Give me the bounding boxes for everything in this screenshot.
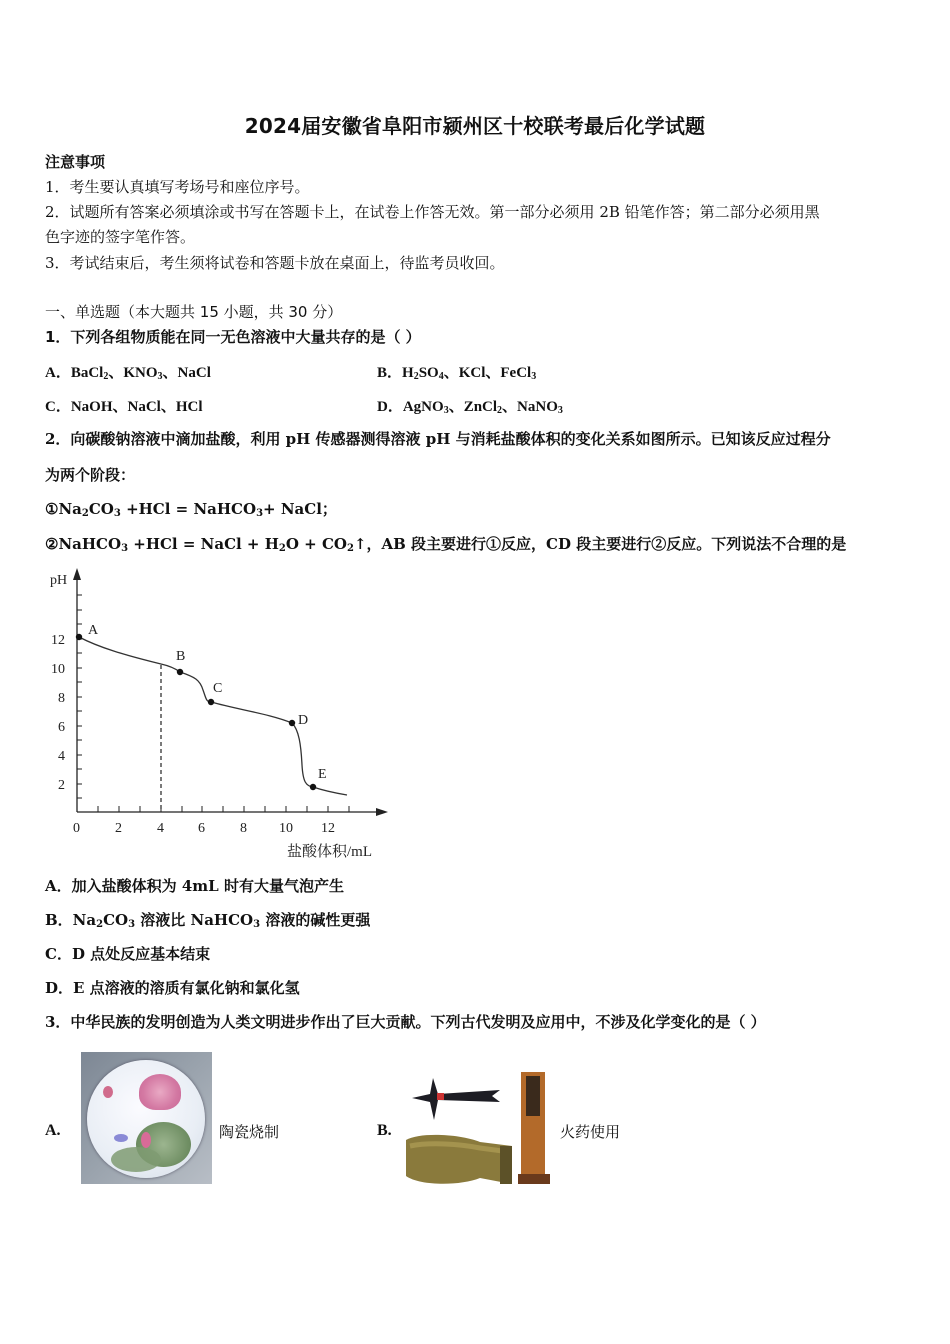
question-3-stem: 3．中华民族的发明创造为人类文明进步作出了巨大贡献。下列古代发明及应用中，不涉及化学变化的是（ ） bbox=[45, 1013, 766, 1031]
svg-text:12: 12 bbox=[51, 633, 65, 648]
question-2-stem-line2: 为两个阶段： bbox=[45, 466, 136, 484]
notice-item-1: 1．考生要认真填写考场号和座位序号。 bbox=[45, 178, 310, 196]
section-heading: 一、单选题（本大题共 15 小题，共 30 分） bbox=[45, 303, 343, 321]
q2-option-c[interactable]: C．D 点处反应基本结束 bbox=[45, 945, 211, 963]
notice-item-2-cont: 色字迹的签字笔作答。 bbox=[45, 228, 196, 246]
point-d-label: D bbox=[298, 713, 309, 728]
point-c-label: C bbox=[213, 681, 223, 696]
notice-heading: 注意事项 bbox=[45, 153, 106, 171]
equation-1: $①Na_2CO_3 +HCl$ = NaHCO$_3$+ NaCl； bbox=[45, 500, 337, 519]
svg-text:8: 8 bbox=[58, 691, 65, 706]
q2-option-a[interactable]: A．加入盐酸体积为 4mL 时有大量气泡产生 bbox=[45, 877, 344, 895]
y-axis-arrow-icon bbox=[73, 568, 81, 580]
svg-text:8: 8 bbox=[240, 821, 247, 836]
equation-2: ②NaHCO$_3$ +HCl = NaCl + $H_2O$ + $CO_2↑$，AB 段主要进行①反应，CD 段主要进行②反应。下列说法不合理的是 bbox=[45, 535, 847, 554]
svg-text:12: 12 bbox=[321, 821, 335, 836]
notice-item-2: 2．试题所有答案必须填涂或书写在答题卡上，在试卷上作答无效。第一部分必须用 2B 铅笔作答；第二部分必须用黑 bbox=[45, 203, 820, 221]
q3-option-a-label[interactable]: A. bbox=[45, 1122, 61, 1139]
svg-text:6: 6 bbox=[58, 720, 65, 735]
q3-option-b-label[interactable]: B. bbox=[377, 1122, 392, 1139]
notice-item-3: 3．考试结束后，考生须将试卷和答题卡放在桌面上，待监考员收回。 bbox=[45, 254, 505, 272]
point-e-label: E bbox=[318, 767, 327, 782]
svg-text:4: 4 bbox=[157, 821, 164, 836]
svg-text:2: 2 bbox=[115, 821, 122, 836]
q1-option-a[interactable]: A．BaCl$_2$、$KNO_3$、NaCl bbox=[45, 365, 211, 382]
x-axis-arrow-icon bbox=[376, 808, 388, 816]
q1-option-d[interactable]: D．AgNO$_3$、ZnCl$_2$、NaNO$_3$ bbox=[377, 399, 563, 416]
svg-text:0: 0 bbox=[73, 821, 80, 836]
svg-text:10: 10 bbox=[279, 821, 293, 836]
x-axis-label: 盐酸体积/mL bbox=[287, 844, 372, 860]
svg-text:4: 4 bbox=[58, 749, 65, 764]
point-a-label: A bbox=[88, 623, 99, 638]
svg-text:2: 2 bbox=[58, 778, 65, 793]
question-2-stem-line1: 2．向碳酸钠溶液中滴加盐酸，利用 pH 传感器测得溶液 pH 与消耗盐酸体积的变化关系如图所示。已知该反应过程分 bbox=[45, 430, 831, 448]
porcelain-plate-image bbox=[81, 1052, 212, 1184]
q1-option-b[interactable]: B．$H_2SO_4$、KCl、FeCl$_3$ bbox=[377, 365, 537, 382]
svg-text:10: 10 bbox=[51, 662, 65, 677]
gunpowder-weapons-image bbox=[400, 1068, 555, 1188]
q1-option-c[interactable]: C．NaOH、NaCl、HCl bbox=[45, 399, 203, 415]
q3-option-a-caption: 陶瓷烧制 bbox=[219, 1123, 280, 1141]
q3-option-b-caption: 火药使用 bbox=[560, 1123, 621, 1141]
y-axis-label: pH bbox=[50, 573, 68, 588]
svg-text:6: 6 bbox=[198, 821, 205, 836]
q2-option-d[interactable]: D．E 点溶液的溶质有氯化钠和氯化氢 bbox=[45, 979, 300, 997]
q2-option-b[interactable]: B．$Na_2CO_3$ 溶液比 NaHCO$_3$ 溶液的碱性更强 bbox=[45, 911, 371, 930]
point-b-label: B bbox=[176, 649, 186, 664]
question-1-stem: 1．下列各组物质能在同一无色溶液中大量共存的是（ ） bbox=[45, 328, 421, 346]
page-title: 2024届安徽省阜阳市颍州区十校联考最后化学试题 bbox=[244, 114, 706, 138]
ph-titration-chart bbox=[40, 560, 400, 860]
